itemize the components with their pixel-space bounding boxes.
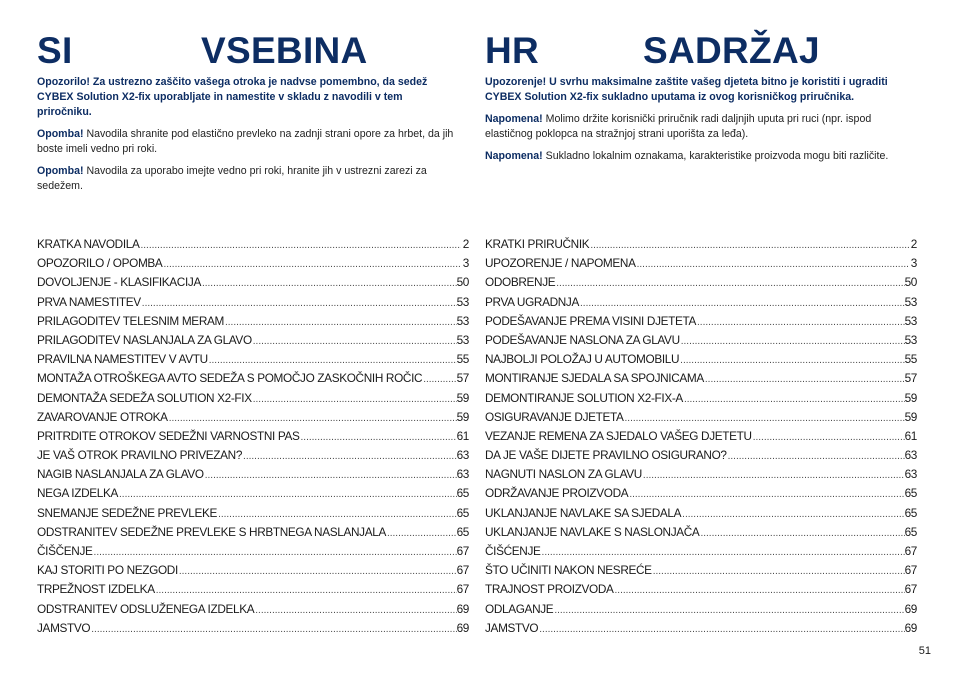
toc-entry-title: NEGA IZDELKA — [37, 486, 119, 501]
toc-entry-page-number: 65 — [456, 486, 469, 501]
toc-entry-title: ZAVAROVANJE OTROKA — [37, 409, 168, 424]
toc-entry-title: UPOZORENJE / NAPOMENA — [485, 256, 636, 271]
note-si-2 — [37, 164, 459, 194]
toc-entry[interactable] — [37, 237, 469, 256]
toc-entry[interactable] — [37, 621, 469, 640]
toc-entry-title: NAJBOLJI POLOŽAJ U AUTOMOBILU — [485, 352, 680, 367]
toc-dot-leader — [681, 509, 904, 520]
toc-dot-leader — [679, 355, 904, 366]
toc-entry[interactable] — [37, 448, 469, 467]
toc-entry-page-number: 65 — [904, 505, 917, 520]
note-label: Opomba! — [37, 165, 84, 177]
toc-entry-page-number: 67 — [904, 563, 917, 578]
toc-entry-page-number: 69 — [904, 620, 917, 635]
toc-dot-leader — [141, 298, 457, 309]
intro-si — [37, 75, 459, 201]
toc-entry-page-number: 50 — [456, 275, 469, 290]
toc-dot-leader — [538, 624, 904, 635]
toc-entry-title: ODSTRANITEV ODSLUŽENEGA IZDELKA — [37, 601, 255, 616]
toc-entry-page-number: 55 — [904, 352, 917, 367]
toc-entry[interactable] — [37, 602, 469, 621]
toc-entry[interactable] — [485, 448, 917, 467]
toc-entry-title: KRATKI PRIRUČNIK — [485, 237, 590, 251]
toc-entry-page-number: 53 — [456, 332, 469, 347]
toc-dot-leader — [614, 585, 905, 596]
toc-entry-page-number: 57 — [904, 371, 917, 386]
toc-entry-title: KAJ STORITI PO NEZGODI — [37, 563, 178, 578]
toc-dot-leader — [642, 470, 905, 481]
toc-dot-leader — [680, 336, 905, 347]
toc-dot-leader — [208, 355, 457, 366]
toc-entry-page-number: 53 — [456, 313, 469, 328]
toc-dot-leader — [541, 547, 905, 558]
toc-dot-leader — [579, 298, 905, 309]
toc-dot-leader — [624, 413, 905, 424]
toc-entry-page-number: 67 — [456, 544, 469, 558]
toc-entry[interactable] — [37, 563, 469, 582]
toc-entry[interactable] — [485, 467, 917, 486]
toc-entry-page-number: 69 — [456, 620, 469, 635]
toc-entry[interactable] — [37, 410, 469, 429]
toc-dot-leader — [90, 624, 456, 635]
toc-entry-title: PRVA UGRADNJA — [485, 294, 580, 309]
toc-entry-title: UKLANJANJE NAVLAKE SA SJEDALA — [485, 505, 682, 520]
toc-entry[interactable] — [37, 544, 469, 563]
toc-entry-title: KRATKA NAVODILA — [37, 237, 140, 251]
toc-entry[interactable] — [485, 544, 917, 563]
toc-entry[interactable] — [37, 314, 469, 333]
toc-entry[interactable] — [485, 506, 917, 525]
toc-entry-page-number: 3 — [910, 256, 917, 271]
toc-dot-leader — [118, 489, 457, 500]
toc-entry-page-number: 63 — [456, 448, 469, 463]
toc-entry-page-number: 59 — [456, 390, 469, 405]
toc-entry[interactable] — [485, 525, 917, 544]
toc-entry-page-number: 53 — [456, 294, 469, 309]
toc-entry-title: JAMSTVO — [37, 620, 91, 635]
note-hr-1 — [485, 112, 907, 142]
warning-hr: Upozorenje! U svrhu maksimalne zaštite vašeg djeteta bitno je koristiti i ugraditi CYBEX Solution X2-fix sukladno uputama iz ovog korisničkog priručnika. — [485, 76, 888, 103]
toc-dot-leader — [162, 259, 461, 270]
toc-entry-page-number: 59 — [904, 409, 917, 424]
toc-entry[interactable] — [37, 371, 469, 390]
toc-entry[interactable] — [485, 275, 917, 294]
language-code-hr: HR — [485, 30, 540, 71]
toc-entry-page-number: 67 — [456, 582, 469, 597]
toc-entry-title: NAGIB NASLANJALA ZA GLAVO — [37, 467, 204, 482]
toc-entry-title: PRITRDITE OTROKOV SEDEŽNI VARNOSTNI PAS — [37, 428, 300, 443]
toc-entry-title: PRVA NAMESTITEV — [37, 294, 141, 309]
note-text: Navodila za uporabo imejte vedno pri roki, hranite jih v ustrezni zarezi za sedežem. — [37, 165, 427, 192]
toc-entry-page-number: 69 — [456, 601, 469, 616]
toc-entry[interactable] — [37, 333, 469, 352]
toc-dot-leader — [300, 432, 457, 443]
toc-entry-page-number: 65 — [904, 524, 917, 539]
toc-entry-title: JAMSTVO — [485, 620, 539, 635]
note-text: Navodila shranite pod elastično prevleko na zadnji strani opore za hrbet, da jih boste imeli vedno pri roki. — [37, 128, 454, 155]
toc-entry-title: PODEŠAVANJE PREMA VISINI DJETETA — [485, 313, 697, 328]
toc-dot-leader — [628, 489, 904, 500]
toc-entry-page-number: 67 — [904, 582, 917, 597]
toc-entry-title: NAGNUTI NASLON ZA GLAVU — [485, 467, 642, 482]
toc-dot-leader — [386, 528, 457, 539]
toc-dot-leader — [422, 374, 456, 385]
toc-entry-page-number: 65 — [456, 524, 469, 539]
toc-entry-title: ČIŠČENJE — [37, 544, 93, 558]
toc-dot-leader — [224, 317, 457, 328]
toc-entry-title: PRAVILNA NAMESTITEV V AVTU — [37, 352, 208, 367]
toc-entry-page-number: 69 — [904, 601, 917, 616]
toc-entry-page-number: 67 — [904, 544, 917, 558]
table-of-contents-si — [37, 237, 469, 640]
toc-entry-title: ŠTO UČINITI NAKON NESREĆE — [485, 563, 652, 578]
toc-dot-leader — [242, 451, 457, 462]
note-si-1 — [37, 127, 459, 157]
toc-entry-page-number: 65 — [904, 486, 917, 501]
toc-entry[interactable] — [37, 256, 469, 275]
slovenian-heading — [37, 30, 459, 74]
toc-entry-title: ODOBRENJE — [485, 275, 556, 290]
toc-entry-page-number: 61 — [904, 428, 917, 443]
toc-entry[interactable] — [37, 467, 469, 486]
toc-dot-leader — [139, 240, 461, 251]
toc-entry[interactable] — [37, 352, 469, 371]
toc-entry-page-number: 57 — [456, 371, 469, 386]
toc-entry[interactable] — [37, 506, 469, 525]
toc-dot-leader — [555, 278, 904, 289]
toc-entry-page-number: 3 — [462, 256, 469, 271]
note-label: Napomena! — [485, 150, 543, 162]
toc-dot-leader — [201, 278, 457, 289]
toc-entry-page-number: 53 — [904, 294, 917, 309]
language-code-si: SI — [37, 30, 73, 71]
toc-entry-page-number: 63 — [456, 467, 469, 482]
toc-dot-leader — [752, 432, 905, 443]
toc-entry-title: UKLANJANJE NAVLAKE S NASLONJAČA — [485, 524, 700, 539]
toc-entry-page-number: 2 — [910, 237, 917, 251]
toc-entry[interactable] — [37, 525, 469, 544]
toc-entry-title: ČIŠĆENJE — [485, 544, 541, 558]
toc-entry[interactable] — [485, 486, 917, 505]
toc-dot-leader — [589, 240, 909, 251]
toc-entry[interactable] — [485, 391, 917, 410]
note-text: Sukladno lokalnim oznakama, karakteristike proizvoda mogu biti različite. — [542, 150, 889, 162]
toc-entry-title: DOVOLJENJE - KLASIFIKACIJA — [37, 275, 201, 290]
toc-dot-leader — [704, 374, 905, 385]
toc-dot-leader — [727, 451, 905, 462]
toc-entry-title: VEZANJE REMENA ZA SJEDALO VAŠEG DJETETU — [485, 428, 752, 443]
toc-entry-title: PRILAGODITEV TELESNIM MERAM — [37, 313, 224, 328]
toc-dot-leader — [696, 317, 905, 328]
note-text: Molimo držite korisnički priručnik radi daljnjih uputa pri ruci (npr. ispod elastičnog poklopca na stražnjoj strani uporišta za leđa). — [485, 113, 872, 140]
toc-entry-page-number: 2 — [462, 237, 469, 251]
toc-entry[interactable] — [485, 429, 917, 448]
toc-entry-title: DEMONTAŽA SEDEŽA SOLUTION X2-FIX — [37, 390, 252, 405]
toc-entry-title: ODRŽAVANJE PROIZVODA — [485, 486, 629, 501]
contents-title-hr: SADRŽAJ — [643, 30, 820, 71]
toc-entry[interactable] — [37, 295, 469, 314]
toc-entry-page-number: 53 — [904, 313, 917, 328]
toc-entry-title: JE VAŠ OTROK PRAVILNO PRIVEZAN? — [37, 448, 243, 463]
toc-dot-leader — [699, 528, 904, 539]
toc-entry[interactable] — [485, 314, 917, 333]
toc-entry[interactable] — [485, 352, 917, 371]
toc-entry-title: ODLAGANJE — [485, 601, 554, 616]
toc-dot-leader — [252, 336, 457, 347]
toc-entry-page-number: 63 — [904, 467, 917, 482]
toc-entry-page-number: 53 — [904, 332, 917, 347]
toc-entry[interactable] — [37, 275, 469, 294]
page-number: 51 — [918, 645, 931, 657]
toc-entry-title: MONTIRANJE SJEDALA SA SPOJNICAMA — [485, 371, 704, 386]
toc-dot-leader — [178, 566, 457, 577]
toc-entry[interactable] — [485, 333, 917, 352]
toc-entry-page-number: 65 — [456, 505, 469, 520]
toc-entry-title: TRAJNOST PROIZVODA — [485, 582, 614, 597]
toc-entry-page-number: 50 — [904, 275, 917, 290]
toc-entry[interactable] — [485, 582, 917, 601]
toc-dot-leader — [204, 470, 457, 481]
toc-dot-leader — [217, 509, 457, 520]
toc-entry[interactable] — [485, 621, 917, 640]
intro-hr — [485, 75, 907, 171]
toc-entry[interactable] — [485, 237, 917, 256]
toc-entry[interactable] — [485, 256, 917, 275]
toc-entry-page-number: 59 — [904, 390, 917, 405]
toc-dot-leader — [168, 413, 457, 424]
note-hr-2 — [485, 149, 907, 164]
toc-dot-leader — [254, 605, 456, 616]
toc-entry[interactable] — [485, 295, 917, 314]
toc-entry-page-number: 67 — [456, 563, 469, 578]
toc-entry-title: OPOZORILO / OPOMBA — [37, 256, 163, 271]
toc-entry-page-number: 59 — [456, 409, 469, 424]
toc-dot-leader — [553, 605, 904, 616]
toc-dot-leader — [93, 547, 457, 558]
toc-entry-title: PRILAGODITEV NASLANJALA ZA GLAVO — [37, 332, 252, 347]
table-of-contents-hr — [485, 237, 917, 640]
toc-entry-title: ODSTRANITEV SEDEŽNE PREVLEKE S HRBTNEGA NASLANJALA — [37, 524, 386, 539]
toc-entry-title: MONTAŽA OTROŠKEGA AVTO SEDEŽA S POMOČJO ZASKOČNIH ROČIC — [37, 371, 423, 386]
note-label: Opomba! — [37, 128, 84, 140]
toc-entry-title: DEMONTIRANJE SOLUTION X2-FIX-A — [485, 390, 683, 405]
toc-entry-title: PODEŠAVANJE NASLONA ZA GLAVU — [485, 332, 680, 347]
toc-entry[interactable] — [37, 391, 469, 410]
toc-entry[interactable] — [485, 563, 917, 582]
toc-dot-leader — [636, 259, 909, 270]
toc-entry-title: OSIGURAVANJE DJETETA — [485, 409, 624, 424]
toc-entry-page-number: 55 — [456, 352, 469, 367]
toc-entry[interactable] — [485, 410, 917, 429]
toc-entry-title: TRPEŽNOST IZDELKA — [37, 582, 155, 597]
toc-entry[interactable] — [485, 602, 917, 621]
toc-entry[interactable] — [37, 486, 469, 505]
note-label: Napomena! — [485, 113, 543, 125]
croatian-heading — [485, 30, 907, 74]
toc-entry-title: DA JE VAŠE DIJETE PRAVILNO OSIGURANO? — [485, 448, 727, 463]
toc-entry[interactable] — [485, 371, 917, 390]
warning-si: Opozorilo! Za ustrezno zaščito vašega otroka je nadvse pomembno, da sedež CYBEX Solution X2-fix uporabljate in namestite v skladu z navodili v tem priročniku. — [37, 76, 428, 118]
toc-entry[interactable] — [37, 582, 469, 601]
toc-entry-page-number: 61 — [456, 428, 469, 443]
toc-entry[interactable] — [37, 429, 469, 448]
contents-title-si: VSEBINA — [201, 30, 368, 71]
toc-dot-leader — [652, 566, 905, 577]
toc-dot-leader — [252, 394, 457, 405]
toc-entry-page-number: 63 — [904, 448, 917, 463]
toc-entry-title: SNEMANJE SEDEŽNE PREVLEKE — [37, 505, 218, 520]
toc-dot-leader — [683, 394, 905, 405]
toc-dot-leader — [155, 585, 457, 596]
